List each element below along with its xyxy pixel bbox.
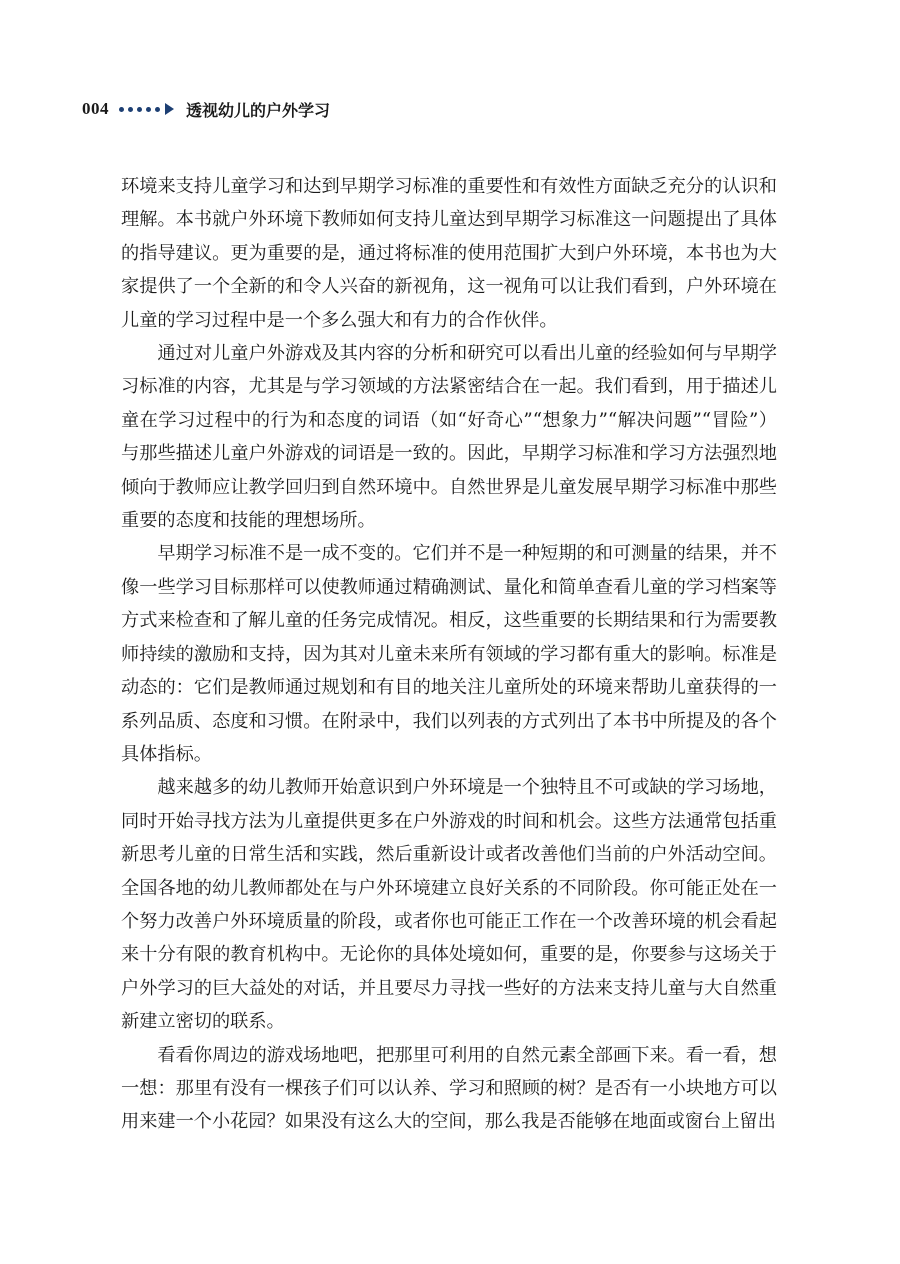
dot-icon <box>146 107 151 112</box>
paragraph: 越来越多的幼儿教师开始意识到户外环境是一个独特且不可或缺的学习场地，同时开始寻找方法为儿童提供更多在户外游戏的时间和机会。这些方法通常包括重新思考儿童的日常生活和实践，然后重新设计或者改善他们当前的户外活动空间。全国各地的幼儿教师都处在与户外环境建立良好关系的不同阶段。你可能正处在一个努力改善户外环境质量的阶段，或者你也可能正工作在一个改善环境的机会看起来十分有限的教育机构中。无论你的具体处境如何，重要的是，你要参与这场关于户外学习的巨大益处的对话，并且要尽力寻找一些好的方法来支持儿童与大自然重新建立密切的联系。 <box>121 777 777 1033</box>
arrow-right-icon <box>165 103 174 115</box>
paragraph: 通过对儿童户外游戏及其内容的分析和研究可以看出儿童的经验如何与早期学习标准的内容，尤其是与学习领域的方法紧密结合在一起。我们看到，用于描述儿童在学习过程中的行为和态度的词语（如“好奇心”“想象力”“解决问题”“冒险”）与那些描述儿童户外游戏的词语是一致的。因此，早期学习标准和学习方法强烈地倾向于教师应让教学回归到自然环境中。自然世界是儿童发展早期学习标准中那些重要的态度和技能的理想场所。 <box>121 343 777 532</box>
page-number: 004 <box>82 99 109 118</box>
paragraph: 看看你周边的游戏场地吧，把那里可利用的自然元素全部画下来。看一看，想一想：那里有没有一棵孩子们可以认养、学习和照顾的树？是否有一小块地方可以用来建一个小花园？如果没有这么大的空间，那么我是否能够在地面或窗台上留出 <box>121 1044 777 1133</box>
dot-icon <box>137 107 142 112</box>
dot-icon <box>128 107 133 112</box>
paragraph: 早期学习标准不是一成不变的。它们并不是一种短期的和可测量的结果，并不像一些学习目标那样可以使教师通过精确测试、量化和简单查看儿童的学习档案等方式来检查和了解儿童的任务完成情况。相反，这些重要的长期结果和行为需要教师持续的激励和支持，因为其对儿童未来所有领域的学习都有重大的影响。标准是动态的：它们是教师通过规划和有目的地关注儿童所处的环境来帮助儿童获得的一系列品质、态度和习惯。在附录中，我们以列表的方式列出了本书中所提及的各个具体指标。 <box>121 543 777 765</box>
paragraph: 环境来支持儿童学习和达到早期学习标准的重要性和有效性方面缺乏充分的认识和理解。本书就户外环境下教师如何支持儿童达到早期学习标准这一问题提出了具体的指导建议。更为重要的是，通过将标准的使用范围扩大到户外环境，本书也为大家提供了一个全新的和令人兴奋的新视角，这一视角可以让我们看到，户外环境在儿童的学习过程中是一个多么强大和有力的合作伙伴。 <box>121 176 777 331</box>
dot-icon <box>155 107 160 112</box>
bullet-arrow-icon <box>119 103 174 115</box>
book-title: 透视幼儿的户外学习 <box>186 100 331 120</box>
running-header <box>82 96 330 122</box>
dot-icon <box>119 107 124 112</box>
body-text <box>121 170 777 1139</box>
